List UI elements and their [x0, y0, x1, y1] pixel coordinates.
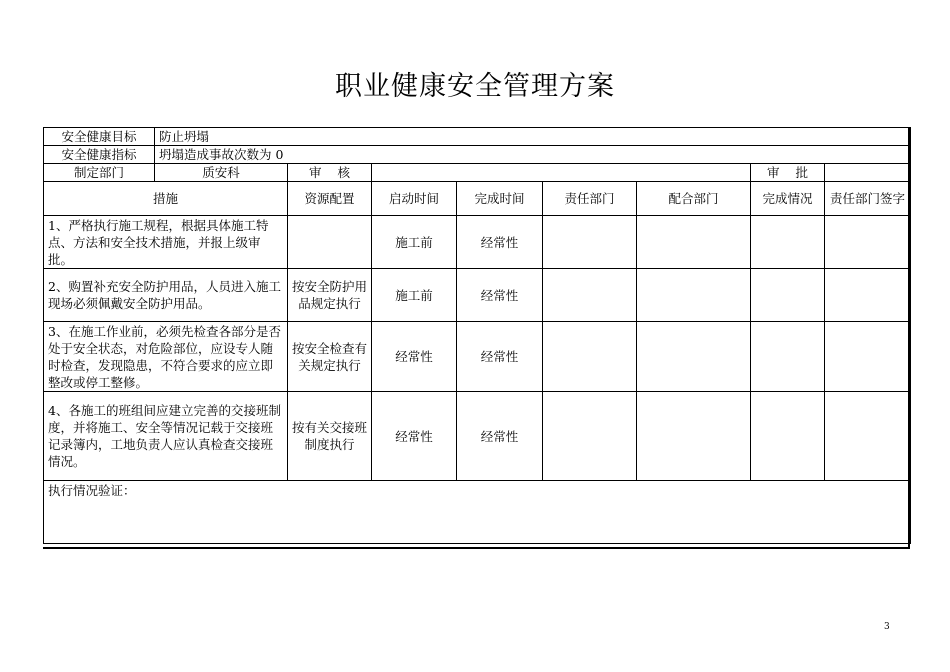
start-cell: 经常性: [372, 322, 457, 392]
col-header-status: 完成情况: [751, 182, 825, 216]
review-value: [372, 164, 751, 182]
table-row: [44, 322, 911, 392]
goal-label: 安全健康目标: [44, 128, 155, 146]
measure-cell: 1、严格执行施工规程，根据具体施工特点、方法和安全技术措施，并报上级审批。: [44, 216, 288, 269]
finish-cell: 经常性: [457, 392, 543, 481]
coop-dept-cell: [637, 216, 751, 269]
table-row: [44, 216, 911, 269]
status-cell: [751, 392, 825, 481]
table-row: [44, 392, 911, 481]
signature-cell: [825, 216, 911, 269]
table-outer-border-right: [908, 127, 910, 549]
status-cell: [751, 269, 825, 322]
measure-cell: 3、在施工作业前，必须先检查各部分是否处于安全状态，对危险部位，应设专人随时检查，发现隐患，不符合要求的应立即整改或停工整修。: [44, 322, 288, 392]
signature-cell: [825, 322, 911, 392]
column-header-row: [44, 182, 911, 216]
col-header-signature: 责任部门签字: [825, 182, 911, 216]
table-outer-border-bottom: [43, 547, 910, 549]
resp-dept-cell: [543, 216, 637, 269]
start-cell: 经常性: [372, 392, 457, 481]
management-plan-table: [43, 127, 911, 544]
signature-cell: [825, 392, 911, 481]
status-cell: [751, 322, 825, 392]
col-header-resp-dept: 责任部门: [543, 182, 637, 216]
col-header-coop-dept: 配合部门: [637, 182, 751, 216]
measure-cell: 4、各施工的班组间应建立完善的交接班制度，并将施工、安全等情况记载于交接班记录簿内，工地负责人应认真检查交接班情况。: [44, 392, 288, 481]
start-cell: 施工前: [372, 269, 457, 322]
review-label: 审 核: [288, 164, 372, 182]
resp-dept-cell: [543, 269, 637, 322]
finish-cell: 经常性: [457, 216, 543, 269]
dept-label: 制定部门: [44, 164, 155, 182]
col-header-start: 启动时间: [372, 182, 457, 216]
index-row: [44, 146, 911, 164]
page-title: 职业健康安全管理方案: [335, 71, 615, 102]
coop-dept-cell: [637, 392, 751, 481]
status-cell: [751, 216, 825, 269]
col-header-measure: 措施: [44, 182, 288, 216]
index-label: 安全健康指标: [44, 146, 155, 164]
approve-value: [825, 164, 911, 182]
resource-cell: 按安全防护用品规定执行: [288, 269, 372, 322]
measure-cell: 2、购置补充安全防护用品，人员进入施工现场必须佩戴安全防护用品。: [44, 269, 288, 322]
resource-cell: 按安全检查有关规定执行: [288, 322, 372, 392]
dept-row: [44, 164, 911, 182]
finish-cell: 经常性: [457, 322, 543, 392]
resp-dept-cell: [543, 392, 637, 481]
goal-value: 防止坍塌: [155, 128, 911, 146]
index-value: 坍塌造成事故次数为 0: [155, 146, 911, 164]
start-cell: 施工前: [372, 216, 457, 269]
verification-row: [44, 481, 911, 544]
finish-cell: 经常性: [457, 269, 543, 322]
goal-row: [44, 128, 911, 146]
signature-cell: [825, 269, 911, 322]
page-number: 3: [884, 622, 890, 632]
col-header-finish: 完成时间: [457, 182, 543, 216]
dept-value: 质安科: [155, 164, 288, 182]
coop-dept-cell: [637, 322, 751, 392]
table-row: [44, 269, 911, 322]
verification-label: 执行情况验证：: [44, 481, 911, 544]
resource-cell: 按有关交接班制度执行: [288, 392, 372, 481]
coop-dept-cell: [637, 269, 751, 322]
approve-label: 审 批: [751, 164, 825, 182]
resp-dept-cell: [543, 322, 637, 392]
resource-cell: [288, 216, 372, 269]
col-header-resource: 资源配置: [288, 182, 372, 216]
